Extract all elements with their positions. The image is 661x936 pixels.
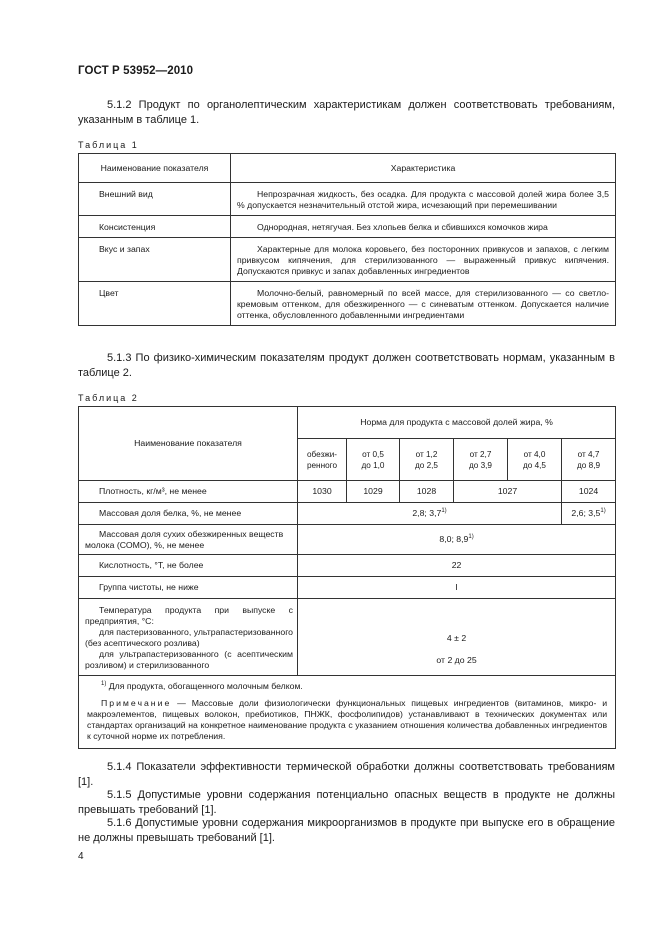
- subheader-line: от 0,5: [362, 449, 384, 459]
- subheader-line: до 8,9: [577, 460, 601, 470]
- table2-caption: Таблица 2: [78, 393, 139, 403]
- paragraph-text: 5.1.4 Показатели эффективности термической обработки должны соответствовать требованиям [1].: [78, 761, 615, 788]
- table-row: [79, 183, 616, 216]
- cell-text: Молочно-белый, равномерный по всей массе, для стерилизованного — со светло-кремовым оттенком, для обезжиренного — с синеватым оттенком. Допускается наличие оттенка, обусловленного добавленными ингредиентами: [237, 288, 609, 320]
- cell-text: Характерные для молока коровьего, без посторонних привкусов и запахов, с легким привкусом кипячения, для стерилизованного — выраженный привкус кипячения. Допускаются привкус и запах добавленных ингредиентов: [237, 244, 609, 276]
- subheader-line: от 4,0: [523, 449, 546, 459]
- table1-col-characteristic: Характеристика: [231, 154, 616, 183]
- cell-text: Плотность, кг/м³, не менее: [99, 486, 207, 496]
- density-value: 1030: [298, 481, 347, 503]
- table-row: [79, 216, 616, 238]
- protein-label: [79, 503, 298, 525]
- protein-value-a: [298, 503, 562, 525]
- paragraph-5-1-6: [78, 816, 615, 845]
- cell-text: Группа чистоты, не ниже: [99, 582, 199, 592]
- note-text: — Массовые доли физиологически функциональных пищевых ингредиентов (витаминов, микро- и макроэлементов, пищевых волокон, пребиотиков, ПНЖК, фосфолипидов) устанавливают в технических документах или стандартах организаций на конкретное наименование продукта с указанием отношения количества добавленных ингредиентов к суточной норме их потребления.: [87, 698, 608, 741]
- table-1: [78, 153, 616, 326]
- table1-row-name: Вкус и запах: [79, 238, 231, 282]
- table1-caption: Таблица 1: [78, 140, 139, 150]
- cell-text: Массовая доля белка, %, не менее: [99, 508, 242, 518]
- subheader-line: ренного: [306, 460, 338, 470]
- note-label: Примечание: [101, 698, 172, 708]
- cell-text: 2,8; 3,7: [412, 508, 442, 518]
- table-row: [79, 599, 616, 676]
- density-value: 1028: [400, 481, 454, 503]
- table1-header-row: [79, 154, 616, 183]
- table-row: [79, 238, 616, 282]
- table-2: [78, 406, 616, 749]
- table2-notes: [79, 676, 616, 749]
- protein-value-b: [562, 503, 616, 525]
- table-row: [79, 525, 616, 555]
- table1-row-value: [231, 282, 616, 326]
- cell-text: 8,0; 8,9: [439, 534, 469, 544]
- cell-text: 2,6; 3,5: [571, 508, 601, 518]
- density-value: 1029: [347, 481, 400, 503]
- subheader-line: обезжи-: [306, 449, 338, 459]
- table-row: [79, 503, 616, 525]
- temperature-value: от 2 до 25: [436, 655, 477, 665]
- temperature-label: [79, 599, 298, 676]
- density-value: 1027: [454, 481, 562, 503]
- paragraph-5-1-5: [78, 788, 615, 817]
- table-row: [79, 577, 616, 599]
- footnote-mark: 1): [441, 508, 447, 515]
- footnote-mark: 1): [468, 534, 474, 541]
- subheader-4-0: [508, 439, 562, 481]
- paragraph-text: 5.1.2 Продукт по органолептическим характеристикам должен соответствовать требованиям, указанным в таблице 1.: [78, 99, 615, 126]
- table1-row-value: [231, 183, 616, 216]
- cell-text: Непрозрачная жидкость, без осадка. Для продукта с массовой долей жира более 3,5 % допускается незначительный отстой жира, исчезающий при перемешивании: [237, 189, 609, 210]
- paragraph-text: 5.1.6 Допустимые уровни содержания микроорганизмов в продукте при выпуске его в обращение не должны превышать требований [1].: [78, 817, 615, 844]
- cell-text: Температура продукта при выпуске с предприятия, °С:: [85, 605, 293, 626]
- table1-row-value: [231, 238, 616, 282]
- cell-text: Однородная, нетягучая. Без хлопьев белка и сбившихся комочков жира: [257, 222, 548, 232]
- subheader-line: до 3,9: [469, 460, 492, 470]
- footnote: [87, 681, 607, 692]
- table1-row-name: Цвет: [79, 282, 231, 326]
- cell-text: для ультрапастеризованного (с асептическим розливом) и стерилизованного: [85, 649, 293, 670]
- temperature-value: 4 ± 2: [446, 633, 467, 643]
- acidity-value: 22: [298, 555, 616, 577]
- footnote-text: Для продукта, обогащенного молочным белком.: [108, 681, 303, 691]
- subheader-skim: [298, 439, 347, 481]
- table-row: [79, 555, 616, 577]
- table-row: [79, 481, 616, 503]
- subheader-line: до 2,5: [415, 460, 438, 470]
- paragraph-5-1-2: [78, 98, 615, 127]
- subheader-line: от 4,7: [577, 449, 600, 459]
- cell-text: Массовая доля сухих обезжиренных веществ молока (СОМО), %, не менее: [85, 528, 284, 550]
- paragraph-text: 5.1.5 Допустимые уровни содержания потенциально опасных веществ в продукте не должны превышать требований [1].: [78, 789, 615, 816]
- table2-col-name: Наименование показателя: [79, 407, 298, 481]
- table2-header-row: [79, 407, 616, 439]
- subheader-line: до 4,5: [523, 460, 546, 470]
- footnote-mark: 1): [101, 681, 107, 688]
- table1-row-name: Внешний вид: [79, 183, 231, 216]
- subheader-line: до 1,0: [361, 460, 385, 470]
- paragraph-5-1-3: [78, 351, 615, 380]
- table-row: [79, 282, 616, 326]
- page-number: 4: [78, 851, 84, 862]
- footnote-mark: 1): [600, 508, 606, 515]
- subheader-1-2: [400, 439, 454, 481]
- table1-col-name: Наименование показателя: [79, 154, 231, 183]
- density-value: 1024: [562, 481, 616, 503]
- density-label: [79, 481, 298, 503]
- table1-row-value: [231, 216, 616, 238]
- somo-value: [298, 525, 616, 555]
- paragraph-5-1-4: [78, 760, 615, 789]
- cell-text: для пастеризованного, ультрапастеризованного (без асептического розлива): [85, 627, 293, 648]
- table2-note-row: [79, 676, 616, 749]
- subheader-line: от 2,7: [469, 449, 492, 459]
- document-header: ГОСТ Р 53952—2010: [78, 65, 194, 77]
- purity-value: I: [298, 577, 616, 599]
- temperature-values: [298, 599, 616, 676]
- acidity-label: [79, 555, 298, 577]
- somo-label: [79, 525, 298, 555]
- purity-label: [79, 577, 298, 599]
- subheader-line: от 1,2: [415, 449, 438, 459]
- subheader-0-5: [347, 439, 400, 481]
- table1-row-name: Консистенция: [79, 216, 231, 238]
- table-note: [87, 698, 607, 742]
- cell-text: Кислотность, °Т, не более: [99, 560, 204, 570]
- table2-group-header: Норма для продукта с массовой долей жира, %: [298, 407, 616, 439]
- subheader-4-7: [562, 439, 616, 481]
- subheader-2-7: [454, 439, 508, 481]
- paragraph-text: 5.1.3 По физико-химическим показателям продукт должен соответствовать нормам, указанным в таблице 2.: [78, 352, 615, 379]
